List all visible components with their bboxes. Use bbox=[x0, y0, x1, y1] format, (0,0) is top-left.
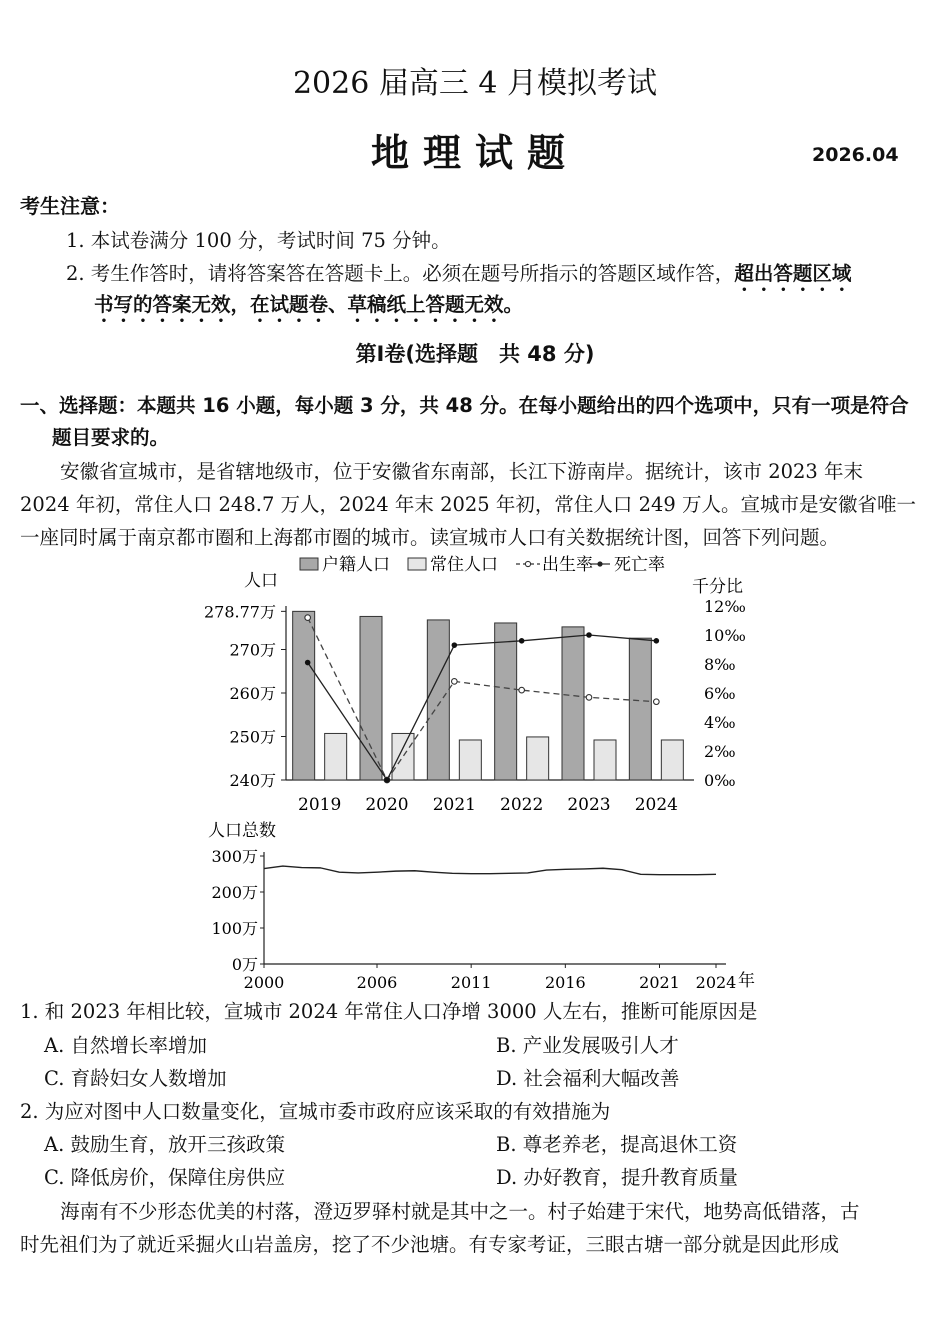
question-1-option-c: C. 育龄妇女人数增加 bbox=[44, 1067, 227, 1090]
x-tick-label: 2022 bbox=[500, 795, 544, 810]
point-birth-2024 bbox=[654, 699, 660, 705]
question-2-option-d: D. 办好教育，提升教育质量 bbox=[496, 1166, 738, 1189]
x-tick-label: 2016 bbox=[544, 973, 586, 992]
bar-huji-2023 bbox=[562, 627, 584, 780]
x-tick-label: 2023 bbox=[567, 795, 611, 810]
left-tick-label: 270万 bbox=[229, 640, 276, 660]
exam-title: 2026 届高三 4 月模拟考试 bbox=[292, 66, 658, 101]
question-1-option-a: A. 自然增长率增加 bbox=[44, 1034, 207, 1057]
x-tick-label: 2019 bbox=[298, 795, 342, 810]
legend-marker-3 bbox=[597, 561, 602, 566]
point-birth-2019 bbox=[305, 615, 311, 621]
population-bar-line-chart bbox=[0, 548, 950, 810]
y-tick-label: 100万 bbox=[211, 919, 258, 938]
point-death-2023 bbox=[586, 632, 592, 638]
right-tick-label: 0‰ bbox=[704, 771, 736, 790]
point-death-2021 bbox=[452, 642, 458, 648]
left-tick-label: 240万 bbox=[229, 771, 276, 790]
legend-swatch-1 bbox=[408, 558, 426, 570]
point-death-2019 bbox=[305, 660, 311, 666]
total-population-line bbox=[264, 866, 716, 875]
notice-item-2-emphasis-cont: 书写的答案无效，在试题卷、草稿纸上答题无效。 bbox=[94, 293, 524, 316]
point-death-2020 bbox=[384, 777, 390, 783]
bar-changzhu-2022 bbox=[527, 737, 549, 780]
point-death-2024 bbox=[654, 638, 660, 644]
legend-label-3: 死亡率 bbox=[614, 555, 665, 575]
left-tick-label: 260万 bbox=[229, 684, 276, 703]
left-axis-title: 人口 bbox=[244, 571, 278, 591]
left-tick-label: 278.77万 bbox=[204, 602, 276, 622]
bar-huji-2024 bbox=[629, 638, 651, 780]
y-tick-label: 300万 bbox=[211, 847, 258, 866]
y-axis-title: 人口总数 bbox=[208, 821, 276, 841]
point-death-2022 bbox=[519, 638, 525, 644]
right-tick-label: 4‰ bbox=[704, 713, 736, 732]
right-tick-label: 8‰ bbox=[704, 655, 736, 674]
bar-changzhu-2019 bbox=[325, 733, 347, 780]
right-axis-title: 千分比 bbox=[692, 577, 743, 597]
legend-label-2: 出生率 bbox=[542, 555, 593, 575]
point-birth-2021 bbox=[452, 679, 458, 685]
bar-changzhu-2023 bbox=[594, 740, 616, 780]
notice-heading: 考生注意： bbox=[20, 194, 120, 218]
x-tick-label: 2020 bbox=[365, 795, 409, 810]
x-tick-label: 2011 bbox=[450, 973, 492, 992]
bar-huji-2019 bbox=[293, 611, 315, 780]
question-2-stem: 2. 为应对图中人口数量变化，宣城市委市政府应该采取的有效措施为 bbox=[20, 1100, 611, 1123]
question-1-option-b: B. 产业发展吸引人才 bbox=[496, 1034, 679, 1057]
bar-huji-2022 bbox=[495, 623, 517, 780]
bar-changzhu-2020 bbox=[392, 733, 414, 780]
x-tick-label: 2024 bbox=[695, 973, 737, 992]
total-population-line-chart bbox=[0, 816, 950, 996]
y-tick-label: 200万 bbox=[211, 883, 258, 902]
question-2-option-c: C. 降低房价，保障住房供应 bbox=[44, 1166, 286, 1189]
subject-title: 地理试题 bbox=[370, 131, 579, 175]
left-tick-label: 250万 bbox=[229, 727, 276, 747]
right-tick-label: 6‰ bbox=[704, 684, 736, 703]
question-1-option-d: D. 社会福利大幅改善 bbox=[496, 1067, 680, 1090]
legend-marker-2 bbox=[525, 561, 530, 566]
section-instruction: 一、选择题：本题共 16 小题，每小题 3 分，共 48 分。在每小题给出的四个选项中，只有一项是符合 bbox=[20, 394, 909, 417]
point-birth-2023 bbox=[586, 695, 592, 701]
x-tick-label: 2006 bbox=[356, 973, 398, 992]
bar-changzhu-2024 bbox=[661, 740, 683, 780]
section-instruction-cont: 题目要求的。 bbox=[52, 426, 170, 449]
passage1-line1: 安徽省宣城市，是省辖地级市，位于安徽省东南部，长江下游南岸。据统计，该市 2023 年末 bbox=[60, 460, 864, 483]
x-tick-label: 2021 bbox=[639, 973, 680, 992]
notice-item-2-emphasis: 超出答题区域 bbox=[734, 262, 852, 285]
legend-swatch-0 bbox=[300, 558, 318, 570]
passage1-line2: 2024 年初，常住人口 248.7 万人，2024 年末 2025 年初，常住人口 249 万人。宣城市是安徽省唯一 bbox=[20, 493, 917, 516]
bar-huji-2021 bbox=[427, 620, 449, 780]
notice-item-1: 1. 本试卷满分 100 分，考试时间 75 分钟。 bbox=[66, 229, 451, 252]
right-tick-label: 2‰ bbox=[704, 742, 736, 761]
x-tick-label: 2024 bbox=[634, 795, 678, 810]
right-tick-label: 12‰ bbox=[704, 597, 746, 616]
question-2-option-b: B. 尊老养老，提高退休工资 bbox=[496, 1133, 738, 1156]
question-1-stem: 1. 和 2023 年相比较，宣城市 2024 年常住人口净增 3000 人左右，推断可能原因是 bbox=[20, 1000, 758, 1023]
section-title: 第Ⅰ卷(选择题 共 48 分) bbox=[355, 342, 595, 366]
point-birth-2022 bbox=[519, 687, 525, 693]
bar-changzhu-2021 bbox=[459, 740, 481, 780]
passage2-line1: 海南有不少形态优美的村落，澄迈罗驿村就是其中之一。村子始建于宋代，地势高低错落，古 bbox=[60, 1200, 860, 1223]
question-2-option-a: A. 鼓励生育，放开三孩政策 bbox=[44, 1133, 285, 1156]
right-tick-label: 10‰ bbox=[704, 626, 746, 645]
passage2-line2: 时先祖们为了就近采掘火山岩盖房，挖了不少池塘。有专家考证，三眼古塘一部分就是因此形成 bbox=[20, 1233, 840, 1256]
passage1-line3: 一座同时属于南京都市圈和上海都市圈的城市。读宣城市人口有关数据统计图，回答下列问题。 bbox=[20, 526, 840, 549]
x-tick-label: 2000 bbox=[243, 973, 285, 992]
legend-label-1: 常住人口 bbox=[430, 555, 498, 575]
x-tick-label: 2021 bbox=[432, 795, 476, 810]
y-tick-label: 0万 bbox=[231, 955, 258, 974]
exam-date: 2026.04 bbox=[812, 144, 899, 166]
legend-label-0: 户籍人口 bbox=[322, 555, 390, 575]
x-axis-unit: 年 bbox=[738, 971, 755, 991]
notice-item-2-text: 2. 考生作答时，请将答案答在答题卡上。必须在题号所指示的答题区域作答， bbox=[66, 262, 735, 285]
